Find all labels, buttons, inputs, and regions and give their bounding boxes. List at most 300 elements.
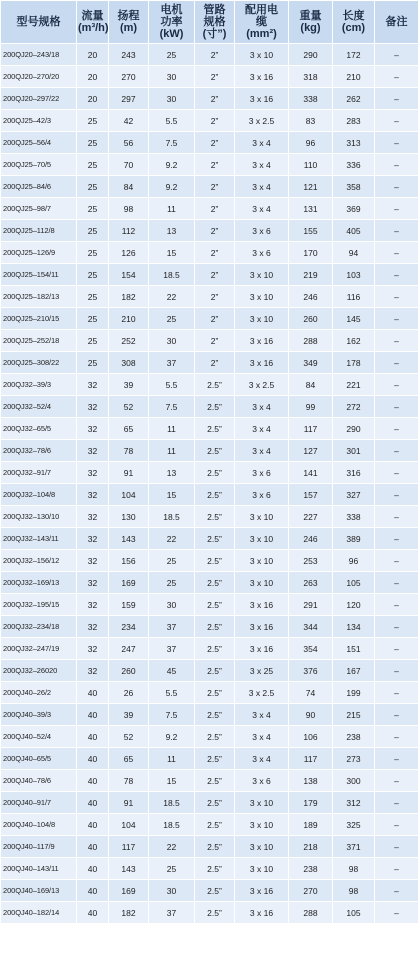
cell-pipe: 2.5” [195,528,235,550]
cell-cable: 3 x 4 [235,396,289,418]
cell-length: 371 [333,836,375,858]
cell-cable: 3 x 4 [235,418,289,440]
cell-remarks: – [375,858,418,880]
cell-weight: 141 [289,462,333,484]
cell-head: 159 [109,594,149,616]
cell-head: 56 [109,132,149,154]
table-row [1,176,418,198]
cell-flow: 25 [77,176,109,198]
cell-length: 336 [333,154,375,176]
cell-power: 11 [149,440,195,462]
cell-head: 260 [109,660,149,682]
cell-head: 98 [109,198,149,220]
cell-remarks: – [375,748,418,770]
cell-model: 200QJ20–297/22 [1,88,77,110]
table-row [1,506,418,528]
cell-weight: 290 [289,44,333,66]
header-flow: 流量 (m³/h) [77,1,109,44]
cell-flow: 32 [77,484,109,506]
header-remarks: 备注 [375,1,418,44]
cell-flow: 25 [77,264,109,286]
cell-head: 65 [109,418,149,440]
cell-cable: 3 x 10 [235,264,289,286]
table-row [1,836,418,858]
cell-weight: 155 [289,220,333,242]
cell-head: 91 [109,462,149,484]
cell-flow: 25 [77,286,109,308]
table-row [1,704,418,726]
cell-cable: 3 x 16 [235,902,289,924]
cell-cable: 3 x 10 [235,550,289,572]
cell-pipe: 2” [195,308,235,330]
cell-pipe: 2.5” [195,396,235,418]
cell-head: 182 [109,902,149,924]
cell-pipe: 2.5” [195,594,235,616]
cell-model: 200QJ40–78/6 [1,770,77,792]
cell-model: 200QJ32–156/12 [1,550,77,572]
cell-model: 200QJ25–182/13 [1,286,77,308]
cell-cable: 3 x 10 [235,858,289,880]
cell-flow: 32 [77,572,109,594]
cell-cable: 3 x 4 [235,748,289,770]
cell-cable: 3 x 6 [235,484,289,506]
cell-model: 200QJ25–112/8 [1,220,77,242]
cell-cable: 3 x 16 [235,88,289,110]
cell-flow: 25 [77,198,109,220]
cell-head: 252 [109,330,149,352]
cell-length: 105 [333,572,375,594]
cell-model: 200QJ40–182/14 [1,902,77,924]
cell-model: 200QJ40–26/2 [1,682,77,704]
cell-pipe: 2.5” [195,616,235,638]
cell-pipe: 2.5” [195,660,235,682]
cell-pipe: 2” [195,286,235,308]
cell-length: 301 [333,440,375,462]
cell-power: 11 [149,748,195,770]
cell-model: 200QJ32–104/8 [1,484,77,506]
cell-weight: 99 [289,396,333,418]
cell-remarks: – [375,638,418,660]
cell-length: 199 [333,682,375,704]
cell-model: 200QJ25–42/3 [1,110,77,132]
cell-flow: 40 [77,858,109,880]
cell-head: 91 [109,792,149,814]
cell-weight: 84 [289,374,333,396]
cell-model: 200QJ40–65/5 [1,748,77,770]
table-row [1,528,418,550]
table-row [1,154,418,176]
cell-length: 221 [333,374,375,396]
cell-cable: 3 x 4 [235,440,289,462]
cell-weight: 344 [289,616,333,638]
cell-pipe: 2” [195,264,235,286]
cell-length: 134 [333,616,375,638]
cell-flow: 25 [77,154,109,176]
cell-flow: 20 [77,66,109,88]
cell-remarks: – [375,770,418,792]
cell-remarks: – [375,484,418,506]
cell-remarks: – [375,462,418,484]
table-row [1,308,418,330]
cell-power: 18.5 [149,264,195,286]
cell-power: 7.5 [149,396,195,418]
cell-model: 200QJ25–84/6 [1,176,77,198]
cell-power: 9.2 [149,726,195,748]
table-row [1,572,418,594]
table-row [1,858,418,880]
cell-model: 200QJ32–78/6 [1,440,77,462]
cell-flow: 32 [77,528,109,550]
cell-power: 30 [149,880,195,902]
header-head: 扬程 (m) [109,1,149,44]
cell-length: 151 [333,638,375,660]
table-row [1,440,418,462]
cell-cable: 3 x 6 [235,242,289,264]
cell-head: 84 [109,176,149,198]
cell-pipe: 2.5” [195,880,235,902]
cell-power: 18.5 [149,792,195,814]
cell-remarks: – [375,418,418,440]
table-row [1,396,418,418]
table-row [1,638,418,660]
header-cable: 配用电 缆 (mm²) [235,1,289,44]
header-model: 型号规格 [1,1,77,44]
cell-cable: 3 x 4 [235,132,289,154]
cell-remarks: – [375,550,418,572]
cell-remarks: – [375,88,418,110]
cell-weight: 318 [289,66,333,88]
cell-length: 405 [333,220,375,242]
cell-pipe: 2.5” [195,462,235,484]
cell-pipe: 2.5” [195,550,235,572]
cell-remarks: – [375,264,418,286]
cell-model: 200QJ32–247/19 [1,638,77,660]
cell-length: 145 [333,308,375,330]
table-row [1,616,418,638]
cell-model: 200QJ32–130/10 [1,506,77,528]
cell-remarks: – [375,66,418,88]
cell-pipe: 2” [195,132,235,154]
cell-cable: 3 x 4 [235,176,289,198]
cell-head: 130 [109,506,149,528]
cell-length: 316 [333,462,375,484]
cell-cable: 3 x 10 [235,528,289,550]
cell-pipe: 2.5” [195,638,235,660]
cell-pipe: 2.5” [195,440,235,462]
cell-weight: 127 [289,440,333,462]
cell-head: 247 [109,638,149,660]
cell-flow: 32 [77,462,109,484]
cell-power: 18.5 [149,814,195,836]
cell-weight: 219 [289,264,333,286]
cell-pipe: 2” [195,352,235,374]
cell-head: 270 [109,66,149,88]
cell-remarks: – [375,682,418,704]
cell-cable: 3 x 2.5 [235,110,289,132]
cell-head: 78 [109,440,149,462]
cell-pipe: 2.5” [195,704,235,726]
cell-model: 200QJ32–65/5 [1,418,77,440]
cell-model: 200QJ25–252/18 [1,330,77,352]
cell-head: 308 [109,352,149,374]
cell-pipe: 2” [195,66,235,88]
cell-model: 200QJ40–169/13 [1,880,77,902]
table-row [1,352,418,374]
table-row [1,418,418,440]
table-row [1,242,418,264]
cell-flow: 40 [77,792,109,814]
cell-model: 200QJ40–143/11 [1,858,77,880]
cell-weight: 138 [289,770,333,792]
cell-power: 5.5 [149,110,195,132]
table-row [1,484,418,506]
cell-power: 30 [149,330,195,352]
cell-flow: 40 [77,704,109,726]
cell-remarks: – [375,814,418,836]
cell-pipe: 2.5” [195,682,235,704]
cell-power: 11 [149,418,195,440]
cell-weight: 288 [289,330,333,352]
cell-remarks: – [375,198,418,220]
cell-weight: 106 [289,726,333,748]
cell-flow: 40 [77,836,109,858]
cell-flow: 20 [77,88,109,110]
cell-flow: 25 [77,308,109,330]
cell-power: 37 [149,352,195,374]
cell-model: 200QJ32–195/15 [1,594,77,616]
cell-flow: 32 [77,660,109,682]
cell-remarks: – [375,110,418,132]
cell-pipe: 2.5” [195,748,235,770]
cell-cable: 3 x 4 [235,154,289,176]
cell-weight: 83 [289,110,333,132]
table-row [1,880,418,902]
cell-power: 5.5 [149,682,195,704]
cell-power: 22 [149,836,195,858]
cell-cable: 3 x 4 [235,704,289,726]
cell-length: 178 [333,352,375,374]
cell-power: 30 [149,88,195,110]
cell-power: 15 [149,242,195,264]
cell-remarks: – [375,660,418,682]
cell-power: 22 [149,286,195,308]
cell-weight: 238 [289,858,333,880]
cell-cable: 3 x 16 [235,352,289,374]
table-row [1,110,418,132]
cell-cable: 3 x 25 [235,660,289,682]
cell-remarks: – [375,132,418,154]
cell-length: 389 [333,528,375,550]
cell-length: 98 [333,880,375,902]
table-row [1,792,418,814]
cell-head: 70 [109,154,149,176]
header-weight: 重量 (kg) [289,1,333,44]
cell-pipe: 2” [195,176,235,198]
cell-cable: 3 x 6 [235,462,289,484]
cell-weight: 338 [289,88,333,110]
cell-remarks: – [375,880,418,902]
cell-pipe: 2.5” [195,374,235,396]
cell-model: 200QJ40–104/8 [1,814,77,836]
table-row [1,748,418,770]
cell-head: 42 [109,110,149,132]
cell-head: 297 [109,88,149,110]
header-length: 长度 (cm) [333,1,375,44]
cell-power: 30 [149,66,195,88]
cell-remarks: – [375,836,418,858]
cell-model: 200QJ32–234/18 [1,616,77,638]
cell-pipe: 2” [195,198,235,220]
cell-cable: 3 x 16 [235,330,289,352]
cell-weight: 110 [289,154,333,176]
header-pipe-size: 管路 规格 (寸”) [195,1,235,44]
cell-pipe: 2.5” [195,770,235,792]
cell-remarks: – [375,594,418,616]
cell-flow: 40 [77,748,109,770]
table-row [1,902,418,924]
cell-flow: 40 [77,726,109,748]
cell-model: 200QJ25–154/11 [1,264,77,286]
cell-model: 200QJ32–52/4 [1,396,77,418]
cell-head: 65 [109,748,149,770]
cell-remarks: – [375,726,418,748]
cell-power: 37 [149,616,195,638]
cell-head: 169 [109,572,149,594]
cell-weight: 90 [289,704,333,726]
cell-model: 200QJ40–52/4 [1,726,77,748]
cell-flow: 40 [77,902,109,924]
cell-power: 13 [149,462,195,484]
cell-length: 300 [333,770,375,792]
cell-remarks: – [375,374,418,396]
cell-flow: 40 [77,814,109,836]
cell-power: 30 [149,594,195,616]
cell-length: 116 [333,286,375,308]
cell-length: 167 [333,660,375,682]
cell-model: 200QJ25–210/15 [1,308,77,330]
cell-remarks: – [375,352,418,374]
cell-remarks: – [375,154,418,176]
cell-weight: 291 [289,594,333,616]
cell-power: 15 [149,770,195,792]
cell-model: 200QJ32–39/3 [1,374,77,396]
cell-length: 327 [333,484,375,506]
cell-cable: 3 x 6 [235,770,289,792]
cell-flow: 32 [77,506,109,528]
cell-power: 25 [149,308,195,330]
cell-head: 39 [109,374,149,396]
cell-pipe: 2.5” [195,792,235,814]
cell-cable: 3 x 16 [235,638,289,660]
cell-weight: 74 [289,682,333,704]
cell-pipe: 2” [195,220,235,242]
cell-remarks: – [375,44,418,66]
cell-length: 105 [333,902,375,924]
cell-power: 7.5 [149,704,195,726]
table-row [1,462,418,484]
cell-weight: 117 [289,418,333,440]
cell-weight: 96 [289,132,333,154]
table-row [1,814,418,836]
cell-weight: 117 [289,748,333,770]
table-row [1,594,418,616]
table-row [1,660,418,682]
cell-model: 200QJ32–169/13 [1,572,77,594]
cell-power: 18.5 [149,506,195,528]
cell-cable: 3 x 16 [235,880,289,902]
cell-model: 200QJ32–26020 [1,660,77,682]
cell-head: 210 [109,308,149,330]
cell-head: 143 [109,858,149,880]
cell-length: 262 [333,88,375,110]
cell-pipe: 2.5” [195,902,235,924]
cell-model: 200QJ25–70/5 [1,154,77,176]
cell-pipe: 2.5” [195,836,235,858]
cell-cable: 3 x 10 [235,814,289,836]
cell-length: 283 [333,110,375,132]
cell-power: 45 [149,660,195,682]
cell-remarks: – [375,528,418,550]
cell-length: 98 [333,858,375,880]
cell-pipe: 2.5” [195,418,235,440]
cell-model: 200QJ25–56/4 [1,132,77,154]
cell-pipe: 2.5” [195,572,235,594]
cell-head: 243 [109,44,149,66]
cell-weight: 218 [289,836,333,858]
cell-cable: 3 x 10 [235,792,289,814]
cell-power: 5.5 [149,374,195,396]
cell-weight: 131 [289,198,333,220]
cell-head: 154 [109,264,149,286]
cell-weight: 270 [289,880,333,902]
cell-flow: 40 [77,682,109,704]
cell-head: 156 [109,550,149,572]
cell-remarks: – [375,176,418,198]
table-row [1,88,418,110]
cell-length: 312 [333,792,375,814]
cell-remarks: – [375,330,418,352]
cell-length: 120 [333,594,375,616]
cell-length: 338 [333,506,375,528]
cell-cable: 3 x 6 [235,220,289,242]
cell-remarks: – [375,616,418,638]
cell-model: 200QJ32–143/11 [1,528,77,550]
cell-cable: 3 x 16 [235,594,289,616]
cell-head: 52 [109,396,149,418]
cell-weight: 227 [289,506,333,528]
cell-flow: 40 [77,880,109,902]
cell-cable: 3 x 2.5 [235,682,289,704]
cell-weight: 179 [289,792,333,814]
cell-weight: 349 [289,352,333,374]
cell-remarks: – [375,792,418,814]
table-row [1,264,418,286]
cell-length: 290 [333,418,375,440]
cell-model: 200QJ32–91/7 [1,462,77,484]
cell-length: 215 [333,704,375,726]
cell-remarks: – [375,396,418,418]
cell-power: 25 [149,572,195,594]
cell-weight: 354 [289,638,333,660]
cell-power: 11 [149,198,195,220]
cell-model: 200QJ25–98/7 [1,198,77,220]
cell-remarks: – [375,572,418,594]
cell-length: 313 [333,132,375,154]
table-row [1,66,418,88]
cell-head: 26 [109,682,149,704]
cell-flow: 25 [77,220,109,242]
cell-flow: 25 [77,352,109,374]
